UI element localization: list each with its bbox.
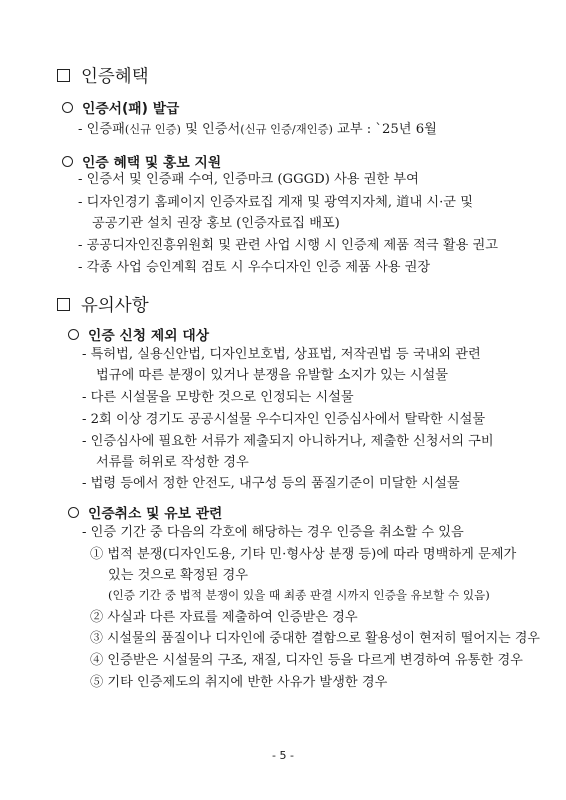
subheading-excluded-items: 인증 신청 제외 대상 bbox=[68, 324, 209, 344]
list-item: 서류를 허위로 작성한 경우 bbox=[96, 455, 249, 470]
list-item: - 각종 사업 승인계획 검토 시 우수디자인 인증 제품 사용 권장 bbox=[78, 260, 431, 275]
list-item: - 2회 이상 경기도 공공시설물 우수디자인 인증심사에서 탈락한 시설물 bbox=[82, 412, 486, 427]
page-number: - 5 - bbox=[272, 749, 294, 762]
list-item: - 디자인경기 홈페이지 인증자료집 게재 및 광역지자체, 道내 시·군 및 bbox=[78, 195, 473, 210]
list-item: ① 법적 분쟁(디자인도용, 기타 민·형사상 분쟁 등)에 따라 명백하게 문제가 bbox=[90, 547, 517, 562]
list-item: - 공공디자인진흥위원회 및 관련 사업 시행 시 인증제 제품 적극 활용 권고 bbox=[78, 238, 498, 253]
list-item: ③ 시설물의 품질이나 디자인에 중대한 결함으로 활용성이 현저히 떨어지는 경우 bbox=[90, 631, 540, 646]
subheading-cancellation: 인증취소 및 유보 관련 bbox=[68, 502, 222, 522]
circle-bullet-icon bbox=[62, 156, 73, 167]
list-item: 법규에 따른 분쟁이 있거나 분쟁을 유발할 소지가 있는 시설물 bbox=[96, 368, 449, 383]
circle-bullet-icon bbox=[68, 329, 79, 340]
section-heading-benefits bbox=[57, 63, 149, 88]
certificate-issue-line: - 인증패(신규 인증) 및 인증서(신규 인증/재인증) 교부 : `25년 6월 bbox=[78, 122, 437, 137]
list-item: - 법령 등에서 정한 안전도, 내구성 등의 품질기준이 미달한 시설물 bbox=[82, 476, 460, 491]
subheading-certificate-issue: 인증서(패) 발급 bbox=[62, 97, 179, 117]
square-bullet-icon bbox=[57, 69, 70, 82]
list-item: - 다른 시설물을 모방한 것으로 인정되는 시설물 bbox=[82, 390, 354, 405]
subheading-benefit-support: 인증 혜택 및 홍보 지원 bbox=[62, 151, 221, 171]
list-item: - 인증서 및 인증패 수여, 인증마크 (GGGD) 사용 권한 부여 bbox=[78, 172, 419, 187]
list-item: ② 사실과 다른 자료를 제출하여 인증받은 경우 bbox=[90, 610, 358, 625]
list-item: 공공기관 설치 권장 홍보 (인증자료집 배포) bbox=[92, 216, 340, 231]
section-title: 인증혜택 bbox=[81, 67, 149, 87]
note-text: (인증 기간 중 법적 분쟁이 있을 때 최종 판결 시까지 인증을 유보할 수 있음) bbox=[108, 588, 490, 602]
section-title: 유의사항 bbox=[81, 296, 149, 316]
circle-bullet-icon bbox=[68, 507, 79, 518]
circle-bullet-icon bbox=[62, 102, 73, 113]
list-item: ⑤ 기타 인증제도의 취지에 반한 사유가 발생한 경우 bbox=[90, 675, 388, 690]
square-bullet-icon bbox=[57, 298, 70, 311]
list-item: 있는 것으로 확정된 경우 bbox=[108, 568, 248, 583]
list-item: ④ 인증받은 시설물의 구조, 재질, 디자인 등을 다르게 변경하여 유통한 경우 bbox=[90, 653, 523, 668]
list-item: - 인증 기간 중 다음의 각호에 해당하는 경우 인증을 취소할 수 있음 bbox=[82, 525, 464, 540]
list-item: - 특허법, 실용신안법, 디자인보호법, 상표법, 저작권법 등 국내외 관련 bbox=[82, 347, 481, 362]
list-item: - 인증심사에 필요한 서류가 제출되지 아니하거나, 제출한 신청서의 구비 bbox=[82, 434, 494, 449]
section-heading-notes bbox=[57, 292, 149, 317]
